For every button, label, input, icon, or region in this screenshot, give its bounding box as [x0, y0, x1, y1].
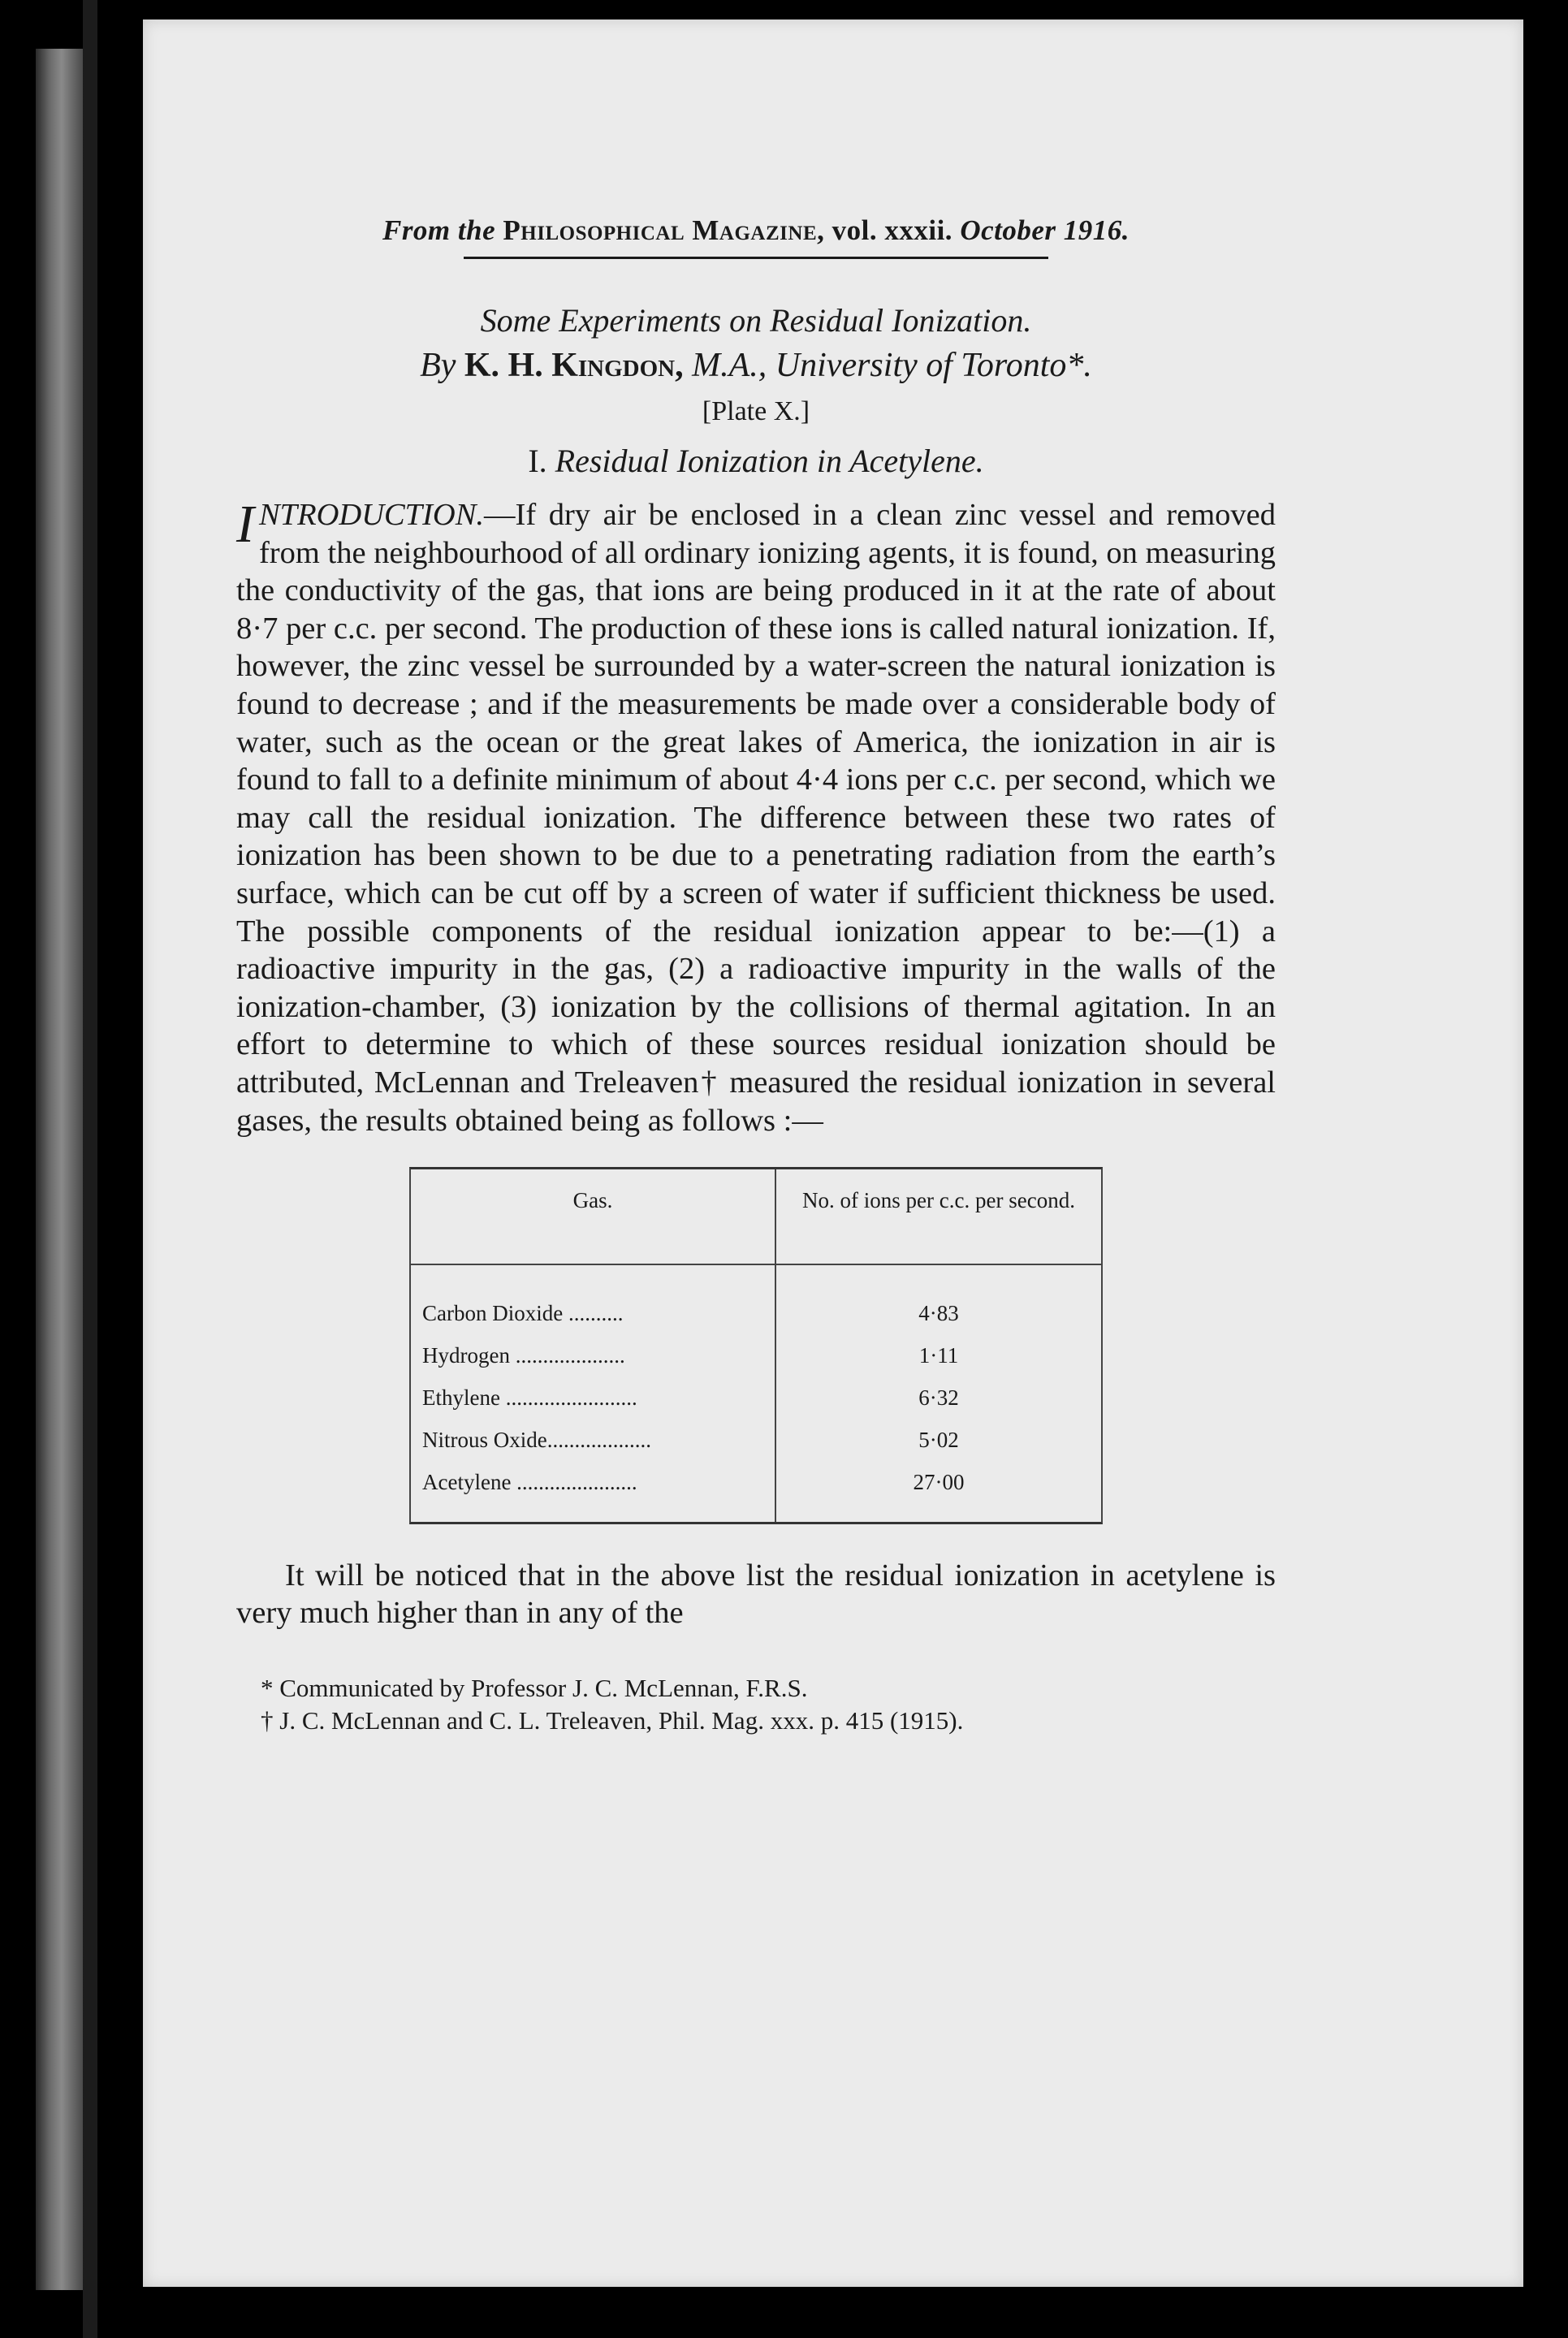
- footnotes: [236, 1672, 1276, 1737]
- ion-value: 1·11: [918, 1343, 959, 1368]
- gas-name: Carbon Dioxide ..........: [411, 1264, 775, 1334]
- results-table: [409, 1167, 1103, 1524]
- binding-strip: [36, 49, 83, 2290]
- gas-name: Hydrogen ....................: [411, 1334, 775, 1376]
- header-journal: Philosophical Magazine,: [503, 214, 825, 246]
- table-row: [411, 1461, 1101, 1522]
- table-row: [411, 1264, 1101, 1334]
- drop-cap: I: [236, 495, 254, 554]
- table-header-row: [411, 1169, 1101, 1264]
- section-heading: [236, 442, 1276, 480]
- ion-value: 4·83: [918, 1301, 959, 1326]
- section-title: Residual Ionization in Acetylene.: [555, 443, 984, 479]
- footnote-communicated: * Communicated by Professor J. C. McLennan, F.R.S.: [261, 1674, 808, 1703]
- gas-name: Acetylene ......................: [411, 1461, 775, 1522]
- table-row: [411, 1376, 1101, 1419]
- column-header-ions: No. of ions per c.c. per second.: [775, 1169, 1101, 1264]
- table-row: [411, 1334, 1101, 1376]
- binding-edge: [83, 0, 97, 2338]
- page: [143, 19, 1523, 2287]
- column-header-gas: Gas.: [411, 1169, 775, 1264]
- header-date: October 1916.: [960, 214, 1130, 246]
- closing-paragraph: It will be noticed that in the above list the residual ionization in acetylene is very much higher than in any of the: [236, 1558, 1276, 1631]
- intro-text: —If dry air be enclosed in a clean zinc vessel and removed from the neighbourhood of all ordinary ionizing agents, it is found, on measuring the conductivity of the gas, that ions are being produced in it at the rate of about 8·7 per c.c. per second. The production of these ions is called natural ionization. If, however, the zinc vessel be surrounded by a water-screen the natural ionization is found to decrease ; and if the measurements be made over a considerable body of water, such as the ocean or the great lakes of America, the ionization in air is found to fall to a definite minimum of about 4·4 ions per c.c. per second, which we may call the residual ionization. The difference between these two rates of ionization has been shown to be due to a penetrating radiation from the earth’s surface, which can be cut off by a screen of water if sufficient thickness be used. The possible components of the residual ionization appear to be:—(1) a radioactive impurity in the gas, (2) a radioactive impurity in the walls of the ionization-chamber, (3) ionization by the collisions of thermal agitation. In an effort to determine to which of these sources residual ionization should be attributed, McLennan and Treleaven† measured the residual ionization in several gases, the results obtained being as follows :—: [236, 498, 1276, 1138]
- footnote-reference: † J. C. McLennan and C. L. Treleaven, Phil. Mag. xxx. p. 415 (1915).: [261, 1706, 964, 1735]
- byline: [236, 346, 1276, 385]
- ion-value: 27·00: [913, 1470, 965, 1495]
- ion-value: 6·32: [918, 1385, 959, 1411]
- page-content: [236, 214, 1276, 1737]
- table-row: [411, 1419, 1101, 1461]
- introduction-paragraph: [236, 496, 1276, 1139]
- author-degree: M.A.,: [692, 347, 767, 384]
- header-rule: [464, 257, 1048, 259]
- header-volume: vol. xxxii.: [832, 214, 953, 246]
- header-from: From the: [382, 214, 496, 246]
- gas-name: Ethylene ........................: [411, 1376, 775, 1419]
- intro-heading: NTRODUCTION.: [258, 498, 485, 532]
- gas-name: Nitrous Oxide...................: [411, 1419, 775, 1461]
- article-title: Some Experiments on Residual Ionization.: [480, 302, 1032, 339]
- section-number: I.: [528, 443, 547, 479]
- running-header: [236, 214, 1276, 247]
- ion-value: 5·02: [918, 1428, 959, 1453]
- byline-by: By: [420, 347, 456, 384]
- author-name: K. H. Kingdon,: [464, 347, 684, 384]
- author-affiliation: University of Toronto*.: [775, 347, 1092, 384]
- plate-reference: [Plate X.]: [702, 396, 810, 426]
